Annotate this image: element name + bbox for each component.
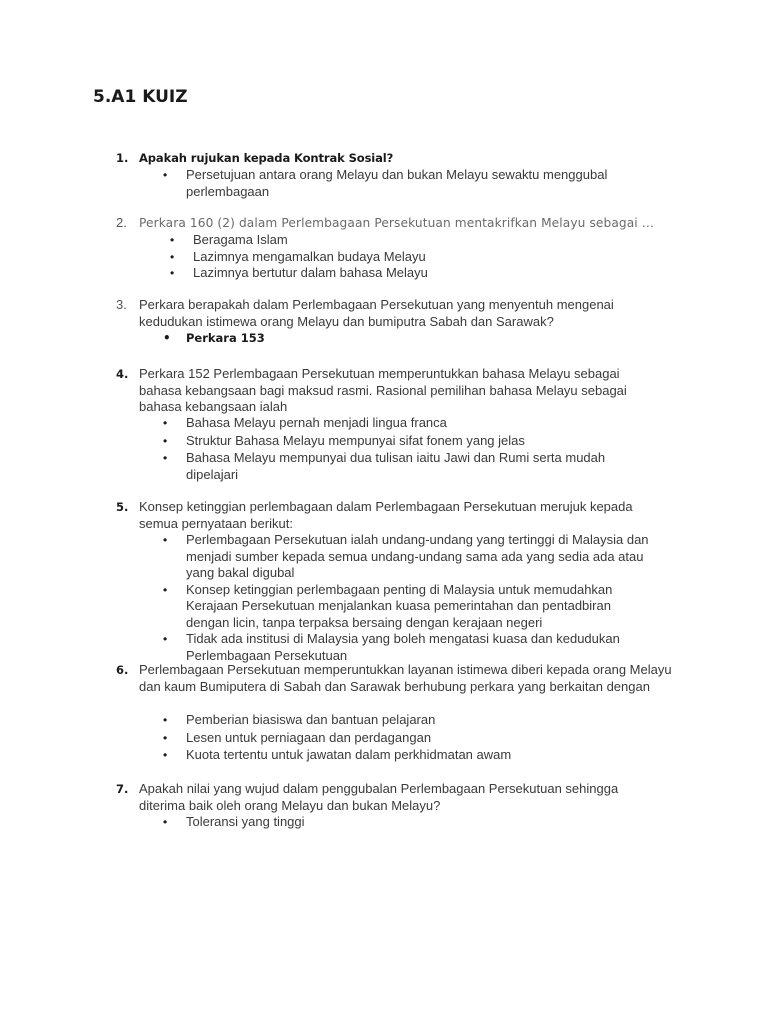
bullet-icon: • <box>163 815 168 829</box>
question-text: Perkara 152 Perlembagaan Persekutuan memperuntukkan bahasa Melayu sebagai bahasa kebangsaan bagi maksud rasmi. Rasional pemilihan bahasa Melayu sebagai bahasa kebangsaan ialah <box>139 366 627 414</box>
question-number: 5. <box>116 500 129 514</box>
question-number: 7. <box>116 782 129 796</box>
question-number: 4. <box>116 367 129 381</box>
question-text: Konsep ketinggian perlembagaan dalam Perlembagaan Persekutuan merujuk kepada semua pernyataan berikut: <box>139 499 633 531</box>
answer-list <box>0 330 768 347</box>
answer-item: • Kuota tertentu untuk jawatan dalam perkhidmatan awam <box>163 747 512 762</box>
question-number: 3. <box>116 297 127 312</box>
answer-list <box>0 814 768 831</box>
answer-item: • Persetujuan antara orang Melayu dan bukan Melayu sewaktu menggubal perlembagaan <box>163 167 608 199</box>
answer-item: • Pemberian biasiswa dan bantuan pelajaran <box>163 712 436 727</box>
bullet-icon: • <box>163 748 168 762</box>
answer-list <box>0 232 768 282</box>
answer-list <box>0 167 768 200</box>
bullet-icon: • <box>163 433 168 448</box>
answer-item: • Perkara 153 <box>163 331 265 345</box>
answer-item: • Lazimnya mengamalkan budaya Melayu <box>170 248 426 264</box>
question-text: Perkara 160 (2) dalam Perlembagaan Persekutuan mentakrifkan Melayu sebagai … <box>139 216 655 230</box>
question-number: 6. <box>116 663 129 677</box>
answer-item: • Lazimnya bertutur dalam bahasa Melayu <box>170 265 428 280</box>
question-number: 1. <box>116 151 129 165</box>
question-text: Apakah nilai yang wujud dalam penggubalan Perlembagaan Persekutuan sehingga diterima baik oleh orang Melayu dan bukan Melayu? <box>139 781 619 813</box>
bullet-icon: • <box>163 416 168 430</box>
bullet-icon: • <box>163 730 168 745</box>
answer-item: • Konsep ketinggian perlembagaan penting di Malaysia untuk memudahkan Kerajaan Persekutuan menjalankan kuasa pemerintahan dan pentadbiran dengan licin, tanpa terpaksa bersaing dengan kerajaan negeri <box>163 581 613 630</box>
answer-item: • Struktur Bahasa Melayu mempunyai sifat fonem yang jelas <box>163 432 525 448</box>
bullet-icon: • <box>163 331 171 345</box>
answer-item: • Bahasa Melayu mempunyai dua tulisan iaitu Jawi dan Rumi serta mudah dipelajari <box>163 450 606 482</box>
answer-list <box>0 532 768 664</box>
answer-item: • Lesen untuk perniagaan dan perdagangan <box>163 729 432 745</box>
answer-list <box>0 415 768 483</box>
bullet-icon: • <box>170 266 175 280</box>
bullet-icon: • <box>170 249 175 264</box>
bullet-icon: • <box>163 168 168 182</box>
answer-item: • Toleransi yang tinggi <box>163 814 305 829</box>
answer-item: • Tidak ada institusi di Malaysia yang boleh mengatasi kuasa dan kedudukan Perlembagaan Persekutuan <box>163 631 620 663</box>
bullet-icon: • <box>163 533 168 547</box>
bullet-icon: • <box>163 713 168 727</box>
answer-item: • Perlembagaan Persekutuan ialah undang-undang yang tertinggi di Malaysia dan menjadi sumber kepada semua undang-undang sama ada yang sedia ada atau yang bakal digubal <box>163 532 649 580</box>
question-text: Apakah rujukan kepada Kontrak Sosial? <box>139 151 394 165</box>
bullet-icon: • <box>170 233 175 247</box>
bullet-icon: • <box>163 451 168 465</box>
answer-item: • Beragama Islam <box>170 232 288 247</box>
answer-item: • Bahasa Melayu pernah menjadi lingua franca <box>163 415 447 430</box>
page-title: 5.A1 KUIZ <box>93 87 188 107</box>
question-text: Perkara berapakah dalam Perlembagaan Persekutuan yang menyentuh mengenai kedudukan istimewa orang Melayu dan bumiputra Sabah dan Sarawak? <box>139 297 614 329</box>
answer-list <box>0 712 768 764</box>
bullet-icon: • <box>163 582 168 597</box>
question-text: Perlembagaan Persekutuan memperuntukkan layanan istimewa diberi kepada orang Melayu dan kaum Bumiputera di Sabah dan Sarawak berhubung perkara yang berkaitan dengan <box>139 662 672 694</box>
question-number: 2. <box>116 215 127 230</box>
bullet-icon: • <box>163 632 168 646</box>
